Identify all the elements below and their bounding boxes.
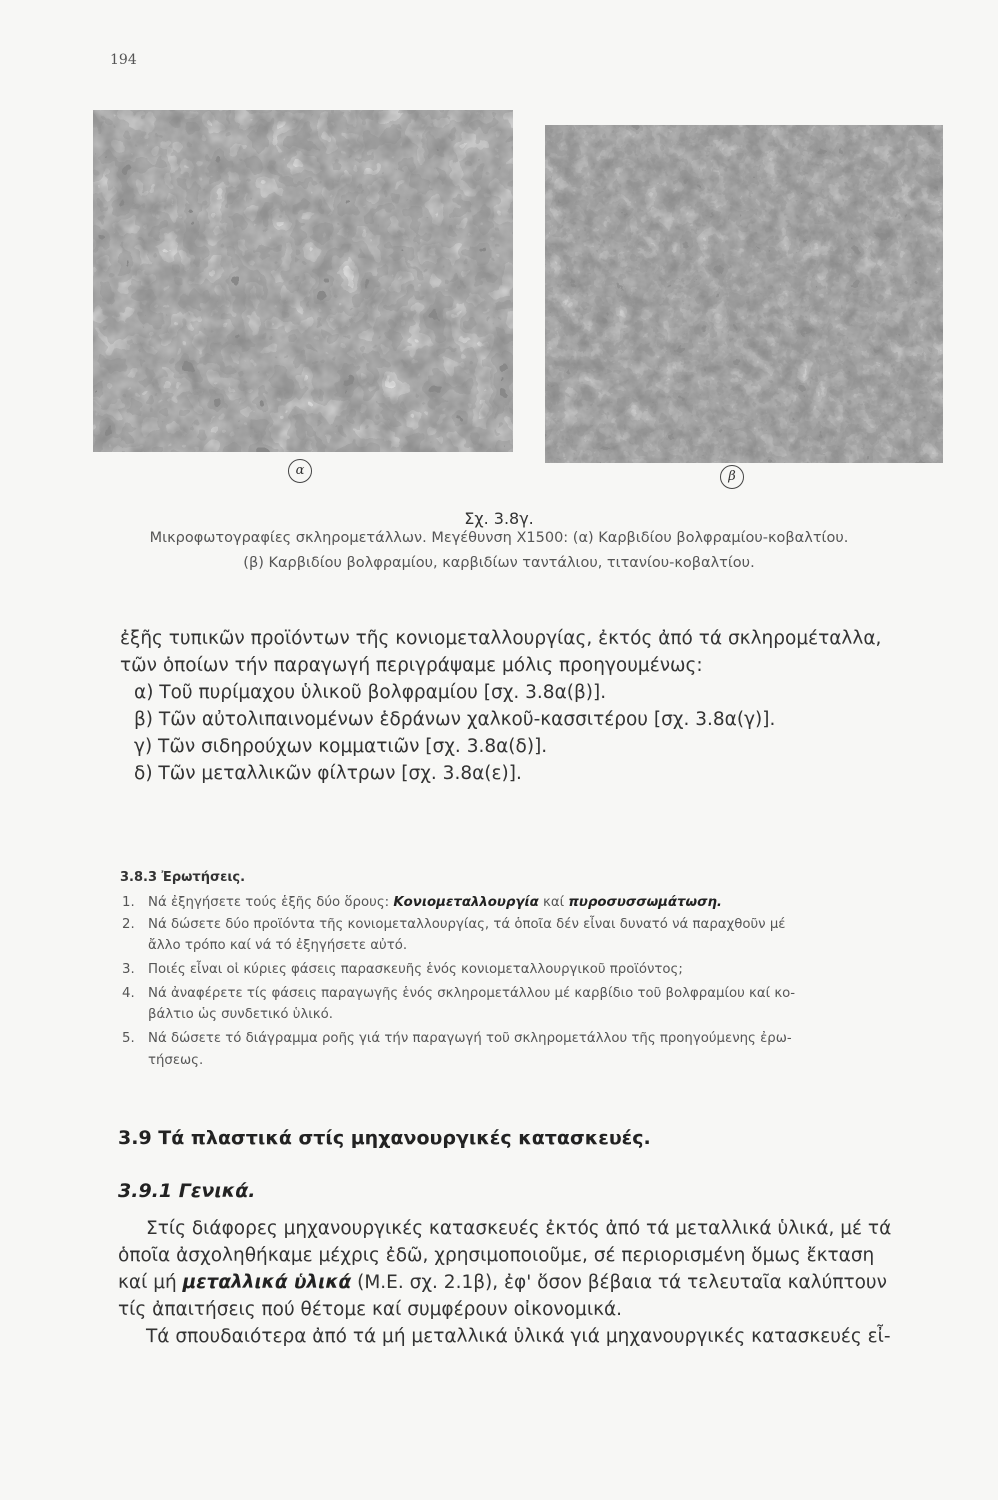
question-5-number: 5. xyxy=(122,1031,135,1046)
figure-caption-line-2: (β) Καρβιδίου βολφραμίου, καρβιδίων ταντάλιου, τιτανίου-κοβαλτίου. xyxy=(243,555,755,571)
micrograph-b-label: β xyxy=(720,465,744,489)
question-2-line-1: Νά δώσετε δύο προϊόντα τῆς κονιομεταλλουργίας, τά ὁποῖα δέν εἶναι δυνατό νά παραχθοῦν μέ xyxy=(148,917,786,932)
micrograph-b xyxy=(545,125,943,463)
question-2-line-2: ἄλλο τρόπο καί νά τό ἐξηγήσετε αὐτό. xyxy=(148,938,408,953)
micrograph-a-label: α xyxy=(288,459,312,483)
question-5-line-1: Νά δώσετε τό διάγραμμα ροῆς γιά τήν παραγωγή τοῦ σκληρομετάλλου τῆς προηγούμενης ἐρω- xyxy=(148,1031,792,1046)
subsection-heading: 3.9.1 Γενικά. xyxy=(118,1180,256,1202)
paragraph-1-line-1: Στίς διάφορες μηχανουργικές κατασκευές ἐκτός ἀπό τά μεταλλικά ὑλικά, μέ τά xyxy=(146,1218,892,1239)
question-4-number: 4. xyxy=(122,986,135,1001)
figure-caption-line-1: Μικροφωτογραφίες σκληρομετάλλων. Μεγέθυνση Χ1500: (α) Καρβιδίου βολφραμίου-κοβαλτίου. xyxy=(149,530,849,546)
question-5-line-2: τήσεως. xyxy=(148,1053,204,1068)
intro-line-1: ἐξῆς τυπικῶν προϊόντων τῆς κονιομεταλλουργίας, ἐκτός ἀπό τά σκληρομέταλλα, xyxy=(120,628,882,649)
intro-item-b: β) Τῶν αὐτολιπαινομένων ἑδράνων χαλκοῦ-κασσιτέρου [σχ. 3.8α(γ)]. xyxy=(134,709,776,730)
intro-item-a: α) Τοῦ πυρίμαχου ὑλικοῦ βολφραμίου [σχ. 3.8α(β)]. xyxy=(134,682,607,703)
question-1-number: 1. xyxy=(122,895,135,910)
questions-heading: 3.8.3 Ἐρωτήσεις. xyxy=(120,870,246,885)
intro-line-2: τῶν ὁποίων τήν παραγωγή περιγράψαμε μόλις προηγουμένως: xyxy=(120,655,703,676)
question-4-line-2: βάλτιο ὡς συνδετικό ὑλικό. xyxy=(148,1007,333,1022)
intro-item-c: γ) Τῶν σιδηρούχων κομματιῶν [σχ. 3.8α(δ)]. xyxy=(134,736,548,757)
micrograph-a xyxy=(93,110,513,452)
paragraph-1-line-2: ὁποῖα ἀσχοληθήκαμε μέχρις ἐδῶ, χρησιμοποιοῦμε, σέ περιορισμένη ὅμως ἔκταση xyxy=(118,1245,875,1266)
question-1-text: Νά ἐξηγήσετε τούς ἑξῆς δύο ὅρους: Κονιομεταλλουργία καί πυροσυσσωμάτωση. xyxy=(148,895,722,910)
question-3-number: 3. xyxy=(122,962,135,977)
question-2-number: 2. xyxy=(122,917,135,932)
question-4-line-1: Νά ἀναφέρετε τίς φάσεις παραγωγῆς ἑνός σκληρομετάλλου μέ καρβίδιο τοῦ βολφραμίου καί κο- xyxy=(148,986,796,1001)
section-heading: 3.9 Τά πλαστικά στίς μηχανουργικές κατασκευές. xyxy=(118,1127,651,1149)
paragraph-1-line-3: καί μή μεταλλικά ὑλικά (Μ.Ε. σχ. 2.1β), ἐφ' ὅσον βέβαια τά τελευταῖα καλύπτουν xyxy=(118,1272,887,1293)
term-sintering: πυροσυσσωμάτωση. xyxy=(568,895,722,910)
question-3-line-1: Ποιές εἶναι οἱ κύριες φάσεις παρασκευῆς ἑνός κονιομεταλλουργικοῦ προϊόντος; xyxy=(148,962,683,977)
term-non-metallic-materials: μεταλλικά ὑλικά xyxy=(182,1272,352,1293)
intro-item-d: δ) Τῶν μεταλλικῶν φίλτρων [σχ. 3.8α(ε)]. xyxy=(134,763,522,784)
figure-number: Σχ. 3.8γ. xyxy=(464,509,534,528)
paragraph-2-line-1: Τά σπουδαιότερα ἀπό τά μή μεταλλικά ὑλικά γιά μηχανουργικές κατασκευές εἶ- xyxy=(146,1326,891,1347)
page-number: 194 xyxy=(110,52,137,68)
paragraph-1-line-4: τίς ἀπαιτήσεις πού θέτομε καί συμφέρουν οἰκονομικά. xyxy=(118,1299,623,1320)
term-powder-metallurgy: Κονιομεταλλουργία xyxy=(393,895,539,910)
